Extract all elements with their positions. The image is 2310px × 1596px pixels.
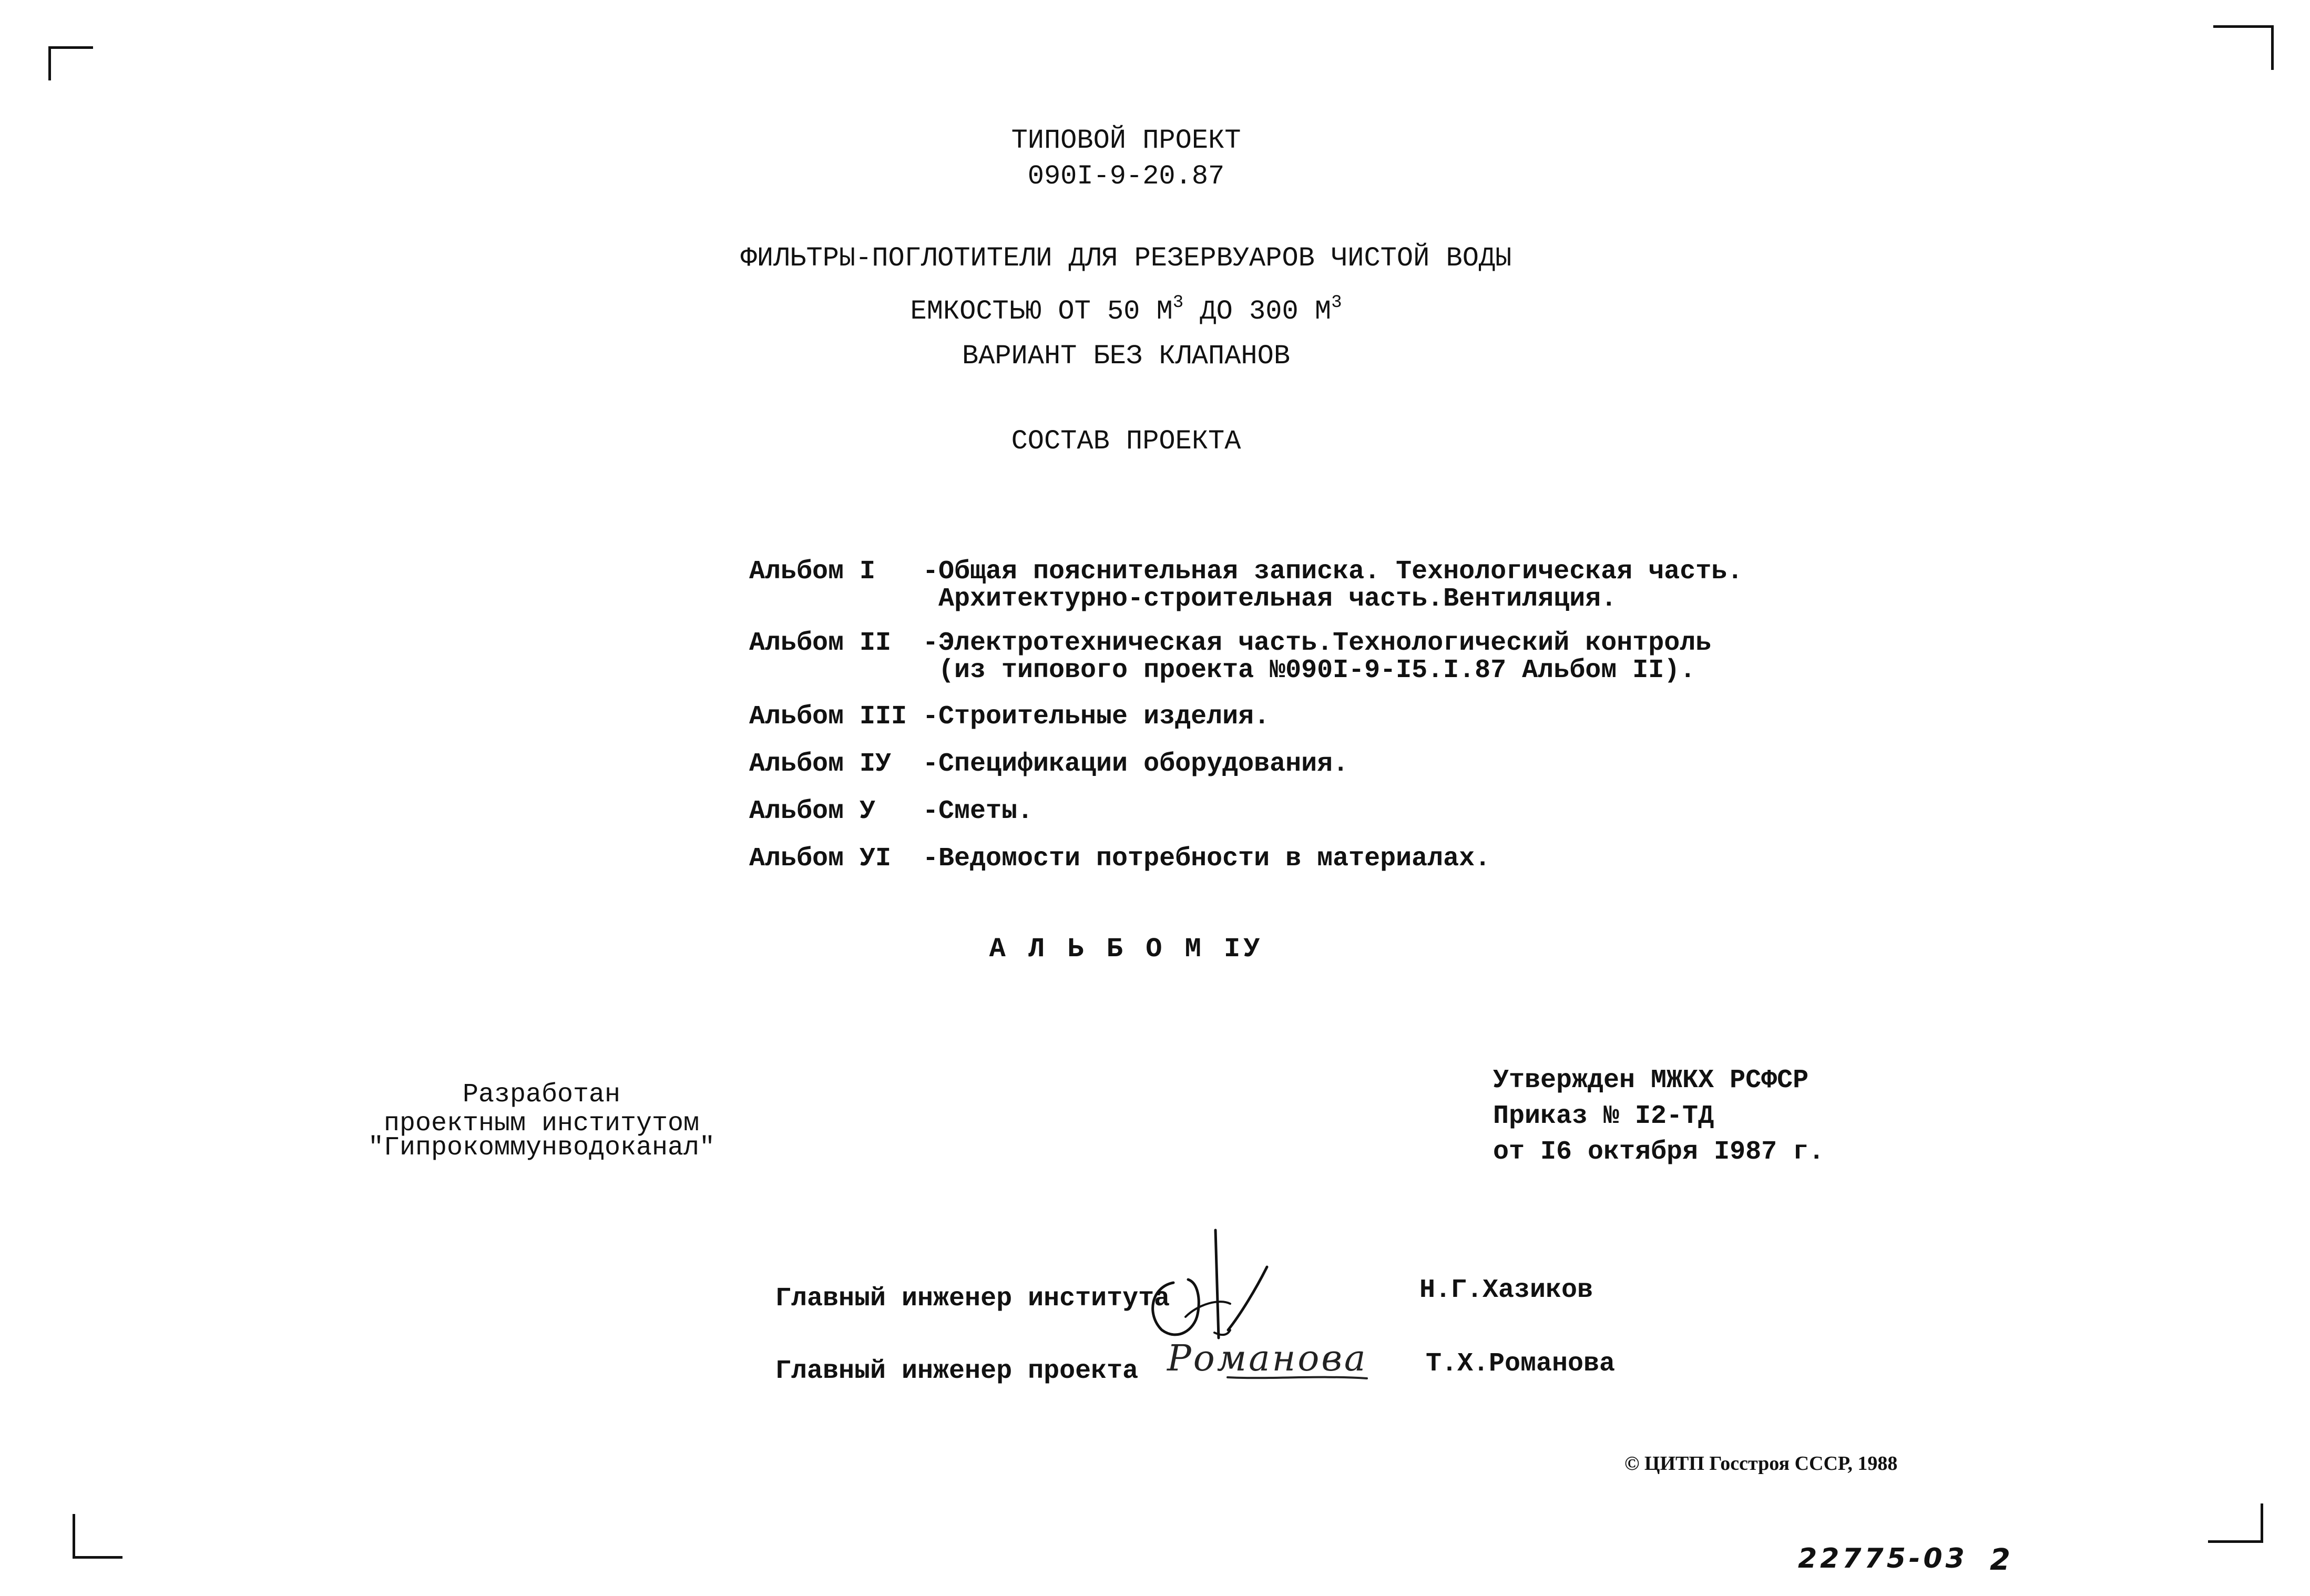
- approved-by-line3: от I6 октября I987 г.: [1493, 1137, 1825, 1167]
- signature-hazikov: [1136, 1225, 1283, 1346]
- album-description-line2: (из типового проекта №090I-9-I5.I.87 Альбом II).: [938, 656, 1696, 686]
- document-title-line2: [0, 287, 2281, 328]
- album-row-4: [749, 749, 1349, 779]
- album-label: Альбом III: [749, 702, 907, 732]
- crop-mark-top-right: [2213, 25, 2274, 70]
- album-dash: -: [923, 557, 939, 587]
- chief-engineer-institute-label: Главный инженер института: [775, 1284, 1170, 1314]
- approved-by-block: [1493, 1063, 1824, 1170]
- album-label: Альбом II: [749, 628, 892, 658]
- album-row-6: [749, 844, 1491, 874]
- album-row-2: [749, 628, 1712, 686]
- album-description: [938, 558, 1743, 613]
- document-number: 22775-03: [1798, 1543, 1968, 1574]
- approved-by-line2: Приказ № I2-ТД: [1493, 1101, 1714, 1131]
- album-description-line1: Электротехническая часть.Технологический контроль: [938, 628, 1712, 658]
- developed-by-block: [357, 1079, 725, 1163]
- developed-by-line2: проектным институтом: [383, 1109, 700, 1139]
- approved-by-line1: Утвержден МЖКХ РСФСР: [1493, 1066, 1809, 1096]
- chief-engineer-project-name: Т.Х.Романова: [1426, 1349, 1616, 1379]
- album-label: Альбом УI: [749, 844, 892, 874]
- album-description-line1: Общая пояснительная записка. Технологическая часть.: [938, 557, 1743, 587]
- composition-heading: СОСТАВ ПРОЕКТА: [1011, 426, 1241, 457]
- current-album-heading: А Л Ь Б О М IУ: [989, 934, 1263, 965]
- title-capacity-from: ЕМКОСТЬЮ ОТ 50 М: [910, 296, 1173, 327]
- chief-engineer-institute-name: Н.Г.Хазиков: [1419, 1275, 1593, 1305]
- album-row-5: [749, 796, 1034, 826]
- title-capacity-to: ДО 300 М: [1200, 296, 1332, 327]
- developed-by-line3: "Гипрокоммунводоканал": [367, 1133, 716, 1163]
- crop-mark-bottom-left: [73, 1514, 122, 1559]
- album-description: Сметы.: [938, 796, 1034, 826]
- album-dash: -: [923, 749, 939, 779]
- album-row-1: [749, 557, 1743, 614]
- copyright-notice: © ЦИТП Госстроя СССР, 1988: [1624, 1452, 1898, 1475]
- document-title-line1: ФИЛЬТРЫ-ПОГЛОТИТЕЛИ ДЛЯ РЕЗЕРВУАРОВ ЧИСТОЙ ВОДЫ: [740, 243, 1512, 274]
- album-dash: -: [923, 702, 939, 732]
- document-title-line3: ВАРИАНТ БЕЗ КЛАПАНОВ: [962, 341, 1291, 372]
- album-dash: -: [923, 844, 939, 874]
- project-number: 090I-9-20.87: [1027, 161, 1225, 192]
- album-dash: -: [923, 796, 939, 826]
- album-label: Альбом I: [749, 557, 876, 587]
- project-type-heading: ТИПОВОЙ ПРОЕКТ: [1011, 125, 1241, 156]
- title-superscript-1: 3: [1172, 293, 1184, 313]
- signature-romanova: Романова: [1167, 1338, 1368, 1379]
- developed-by-line1: Разработан: [462, 1080, 621, 1110]
- title-superscript-2: 3: [1331, 293, 1342, 313]
- album-dash: -: [923, 628, 939, 658]
- page-number: 2: [1990, 1543, 2010, 1577]
- album-description-line2: Архитектурно-строительная часть.Вентиляция.: [938, 584, 1617, 614]
- chief-engineer-project-label: Главный инженер проекта: [775, 1356, 1139, 1386]
- album-label: Альбом У: [749, 796, 876, 826]
- crop-mark-bottom-right: [2208, 1503, 2263, 1543]
- album-label: Альбом IУ: [749, 749, 892, 779]
- album-description: Ведомости потребности в материалах.: [938, 844, 1491, 874]
- album-row-3: [749, 702, 1270, 732]
- album-description: Строительные изделия.: [938, 702, 1270, 732]
- crop-mark-top-left: [48, 46, 93, 80]
- signature-underline: [1225, 1372, 1372, 1383]
- album-description: Спецификации оборудования.: [938, 749, 1349, 779]
- album-description: [938, 630, 1711, 684]
